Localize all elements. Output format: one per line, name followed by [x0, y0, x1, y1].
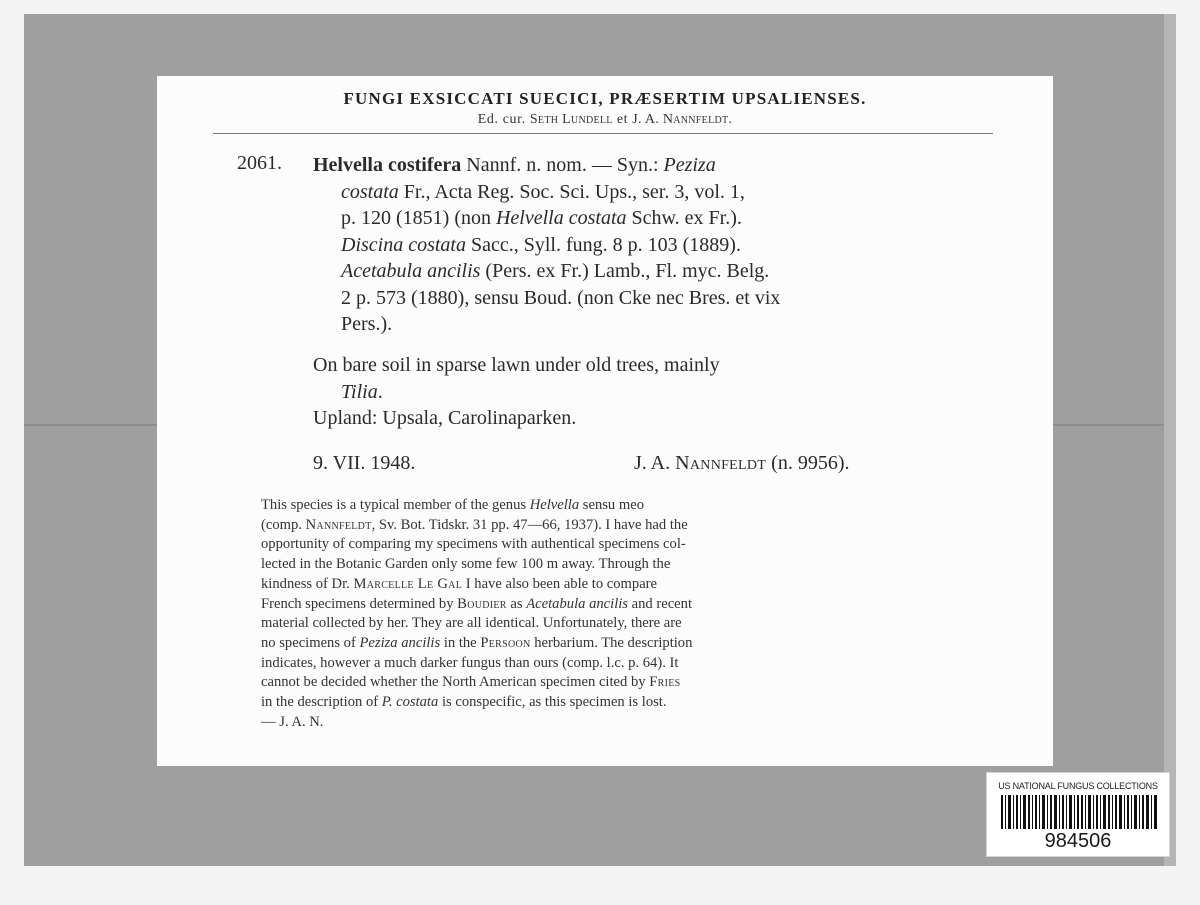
barcode-institution: US NATIONAL FUNGUS COLLECTIONS	[998, 781, 1158, 791]
collector-surname: Nannfeldt	[675, 452, 767, 474]
exsiccata-number: 2061.	[237, 152, 282, 174]
barcode-icon	[1001, 795, 1157, 829]
note-signature: — J. A. N.	[261, 713, 324, 730]
entry-line: Pers.).	[341, 313, 393, 335]
barcode-label	[986, 772, 1170, 857]
editors-joiner: et	[616, 112, 629, 127]
exsiccata-label	[157, 76, 1053, 766]
note-line: This species is a typical member of the genus Helvella sensu meo	[261, 497, 645, 513]
locality-line: Upland: Upsala, Carolinaparken.	[313, 407, 577, 429]
editors-line	[157, 112, 1053, 128]
collector-number: (n. 9956).	[771, 452, 850, 474]
note-line: material collected by her. They are all identical. Unfortunately, there are	[261, 615, 682, 632]
collector: J. A. Nannfeldt (n. 9956).	[634, 452, 850, 474]
note-line: no specimens of Peziza ancilis in the Persoon herbarium. The description	[261, 634, 693, 651]
taxon-name: Helvella costifera	[313, 154, 462, 176]
packet-edge	[1164, 14, 1176, 866]
note-line: in the description of P. costata is conspecific, as this specimen is lost.	[261, 694, 667, 711]
note-line: cannot be decided whether the North American specimen cited by Fries	[261, 674, 681, 691]
entry-line: Helvella costifera Nannf. n. nom. — Syn.: Peziza	[313, 154, 716, 176]
editor-name: Seth Lundell	[529, 112, 613, 127]
habitat-line: On bare soil in sparse lawn under old trees, mainly	[313, 354, 720, 376]
entry-line: Acetabula ancilis (Pers. ex Fr.) Lamb., Fl. myc. Belg.	[341, 260, 770, 282]
entry-line: Discina costata Sacc., Syll. fung. 8 p. 103 (1889).	[341, 233, 741, 256]
note-line: indicates, however a much darker fungus than ours (comp. l.c. p. 64). It	[261, 654, 679, 671]
header-rule	[213, 133, 993, 134]
entry-line: p. 120 (1851) (non Helvella costata Schw. ex Fr.).	[341, 207, 742, 229]
barcode-number: 984506	[1044, 830, 1112, 852]
habitat-block	[313, 352, 973, 432]
note-line: (comp. Nannfeldt, Sv. Bot. Tidskr. 31 pp. 47—66, 1937). I have had the	[261, 516, 688, 533]
series-title: FUNGI EXSICCATI SUECICI, PRÆSERTIM UPSALIENSES.	[343, 89, 867, 108]
editor-name: J. A. Nannfeldt.	[632, 112, 733, 127]
annotation-note	[261, 496, 967, 732]
note-line: opportunity of comparing my specimens with authentical specimens col-	[261, 536, 686, 553]
habitat-line: Tilia.	[341, 380, 383, 403]
editors-prefix: Ed. cur.	[477, 112, 526, 127]
note-line: French specimens determined by Boudier as Acetabula ancilis and recent	[261, 595, 693, 612]
entry-line: 2 p. 573 (1880), sensu Boud. (non Cke nec Bres. et vix	[341, 286, 781, 309]
note-line: kindness of Dr. Marcelle Le Gal I have also been able to compare	[261, 575, 658, 592]
entry-line: costata Fr., Acta Reg. Soc. Sci. Ups., ser. 3, vol. 1,	[341, 180, 745, 203]
note-line: lected in the Botanic Garden only some few 100 m away. Through the	[261, 556, 671, 573]
taxon-entry	[313, 152, 965, 338]
collection-date: 9. VII. 1948.	[313, 452, 416, 474]
